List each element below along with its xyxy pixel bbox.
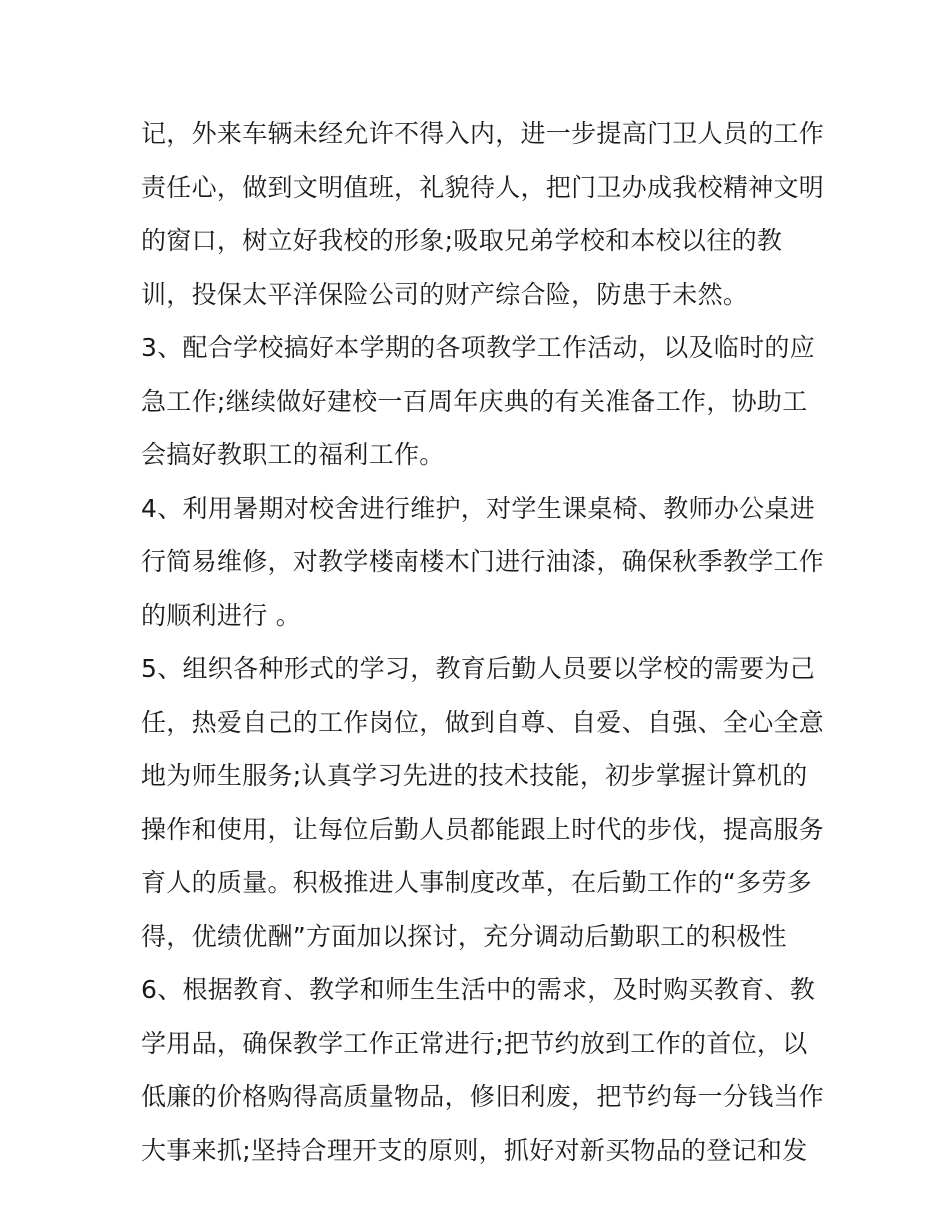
- text-line: 6、根据教育、教学和师生生活中的需求，及时购买教育、教: [141, 975, 816, 1004]
- text-line: 记，外来车辆未经允许不得入内，进一步提高门卫人员的工作: [141, 119, 825, 148]
- text-line: 得，优绩优酬”方面加以探讨，充分调动后勤职工的积极性: [141, 921, 787, 951]
- text-line: 4、利用暑期对校舍进行维护，对学生课桌椅、教师办公桌进: [141, 493, 816, 523]
- text-line: 训，投保太平洋保险公司的财产综合险，防患于未然。: [141, 279, 749, 309]
- text-line: 大事来抓;坚持合理开支的原则，抓好对新买物品的登记和发: [141, 1135, 808, 1165]
- text-line: 学用品，确保教学工作正常进行;把节约放到工作的首位，以: [141, 1028, 808, 1058]
- text-line: 5、组织各种形式的学习，教育后勤人员要以学校的需要为己: [141, 654, 816, 683]
- text-line: 的顺利进行 。: [141, 600, 302, 630]
- text-line: 急工作;继续做好建校一百周年庆典的有关准备工作，协助工: [141, 386, 808, 416]
- text-line: 责任心，做到文明值班，礼貌待人，把门卫办成我校精神文明: [141, 172, 825, 202]
- text-line: 育人的质量。积极推进人事制度改革，在后勤工作的“多劳多: [141, 868, 813, 897]
- text-line: 地为师生服务;认真学习先进的技术技能，初步掌握计算机的: [141, 761, 808, 790]
- text-line: 任，热爱自己的工作岗位，做到自尊、自爱、自强、全心全意: [141, 707, 825, 737]
- text-line: 的窗口，树立好我校的形象;吸取兄弟学校和本校以往的教: [141, 226, 783, 255]
- body-text: [141, 107, 825, 1177]
- text-line: 3、配合学校搞好本学期的各项教学工作活动，以及临时的应: [141, 333, 816, 362]
- text-line: 低廉的价格购得高质量物品，修旧利废，把节约每一分钱当作: [141, 1082, 825, 1111]
- text-line: 行简易维修，对教学楼南楼木门进行油漆，确保秋季教学工作: [141, 547, 825, 576]
- text-line: 会搞好教职工的福利工作。: [141, 440, 445, 469]
- text-line: 操作和使用，让每位后勤人员都能跟上时代的步伐，提高服务: [141, 814, 825, 844]
